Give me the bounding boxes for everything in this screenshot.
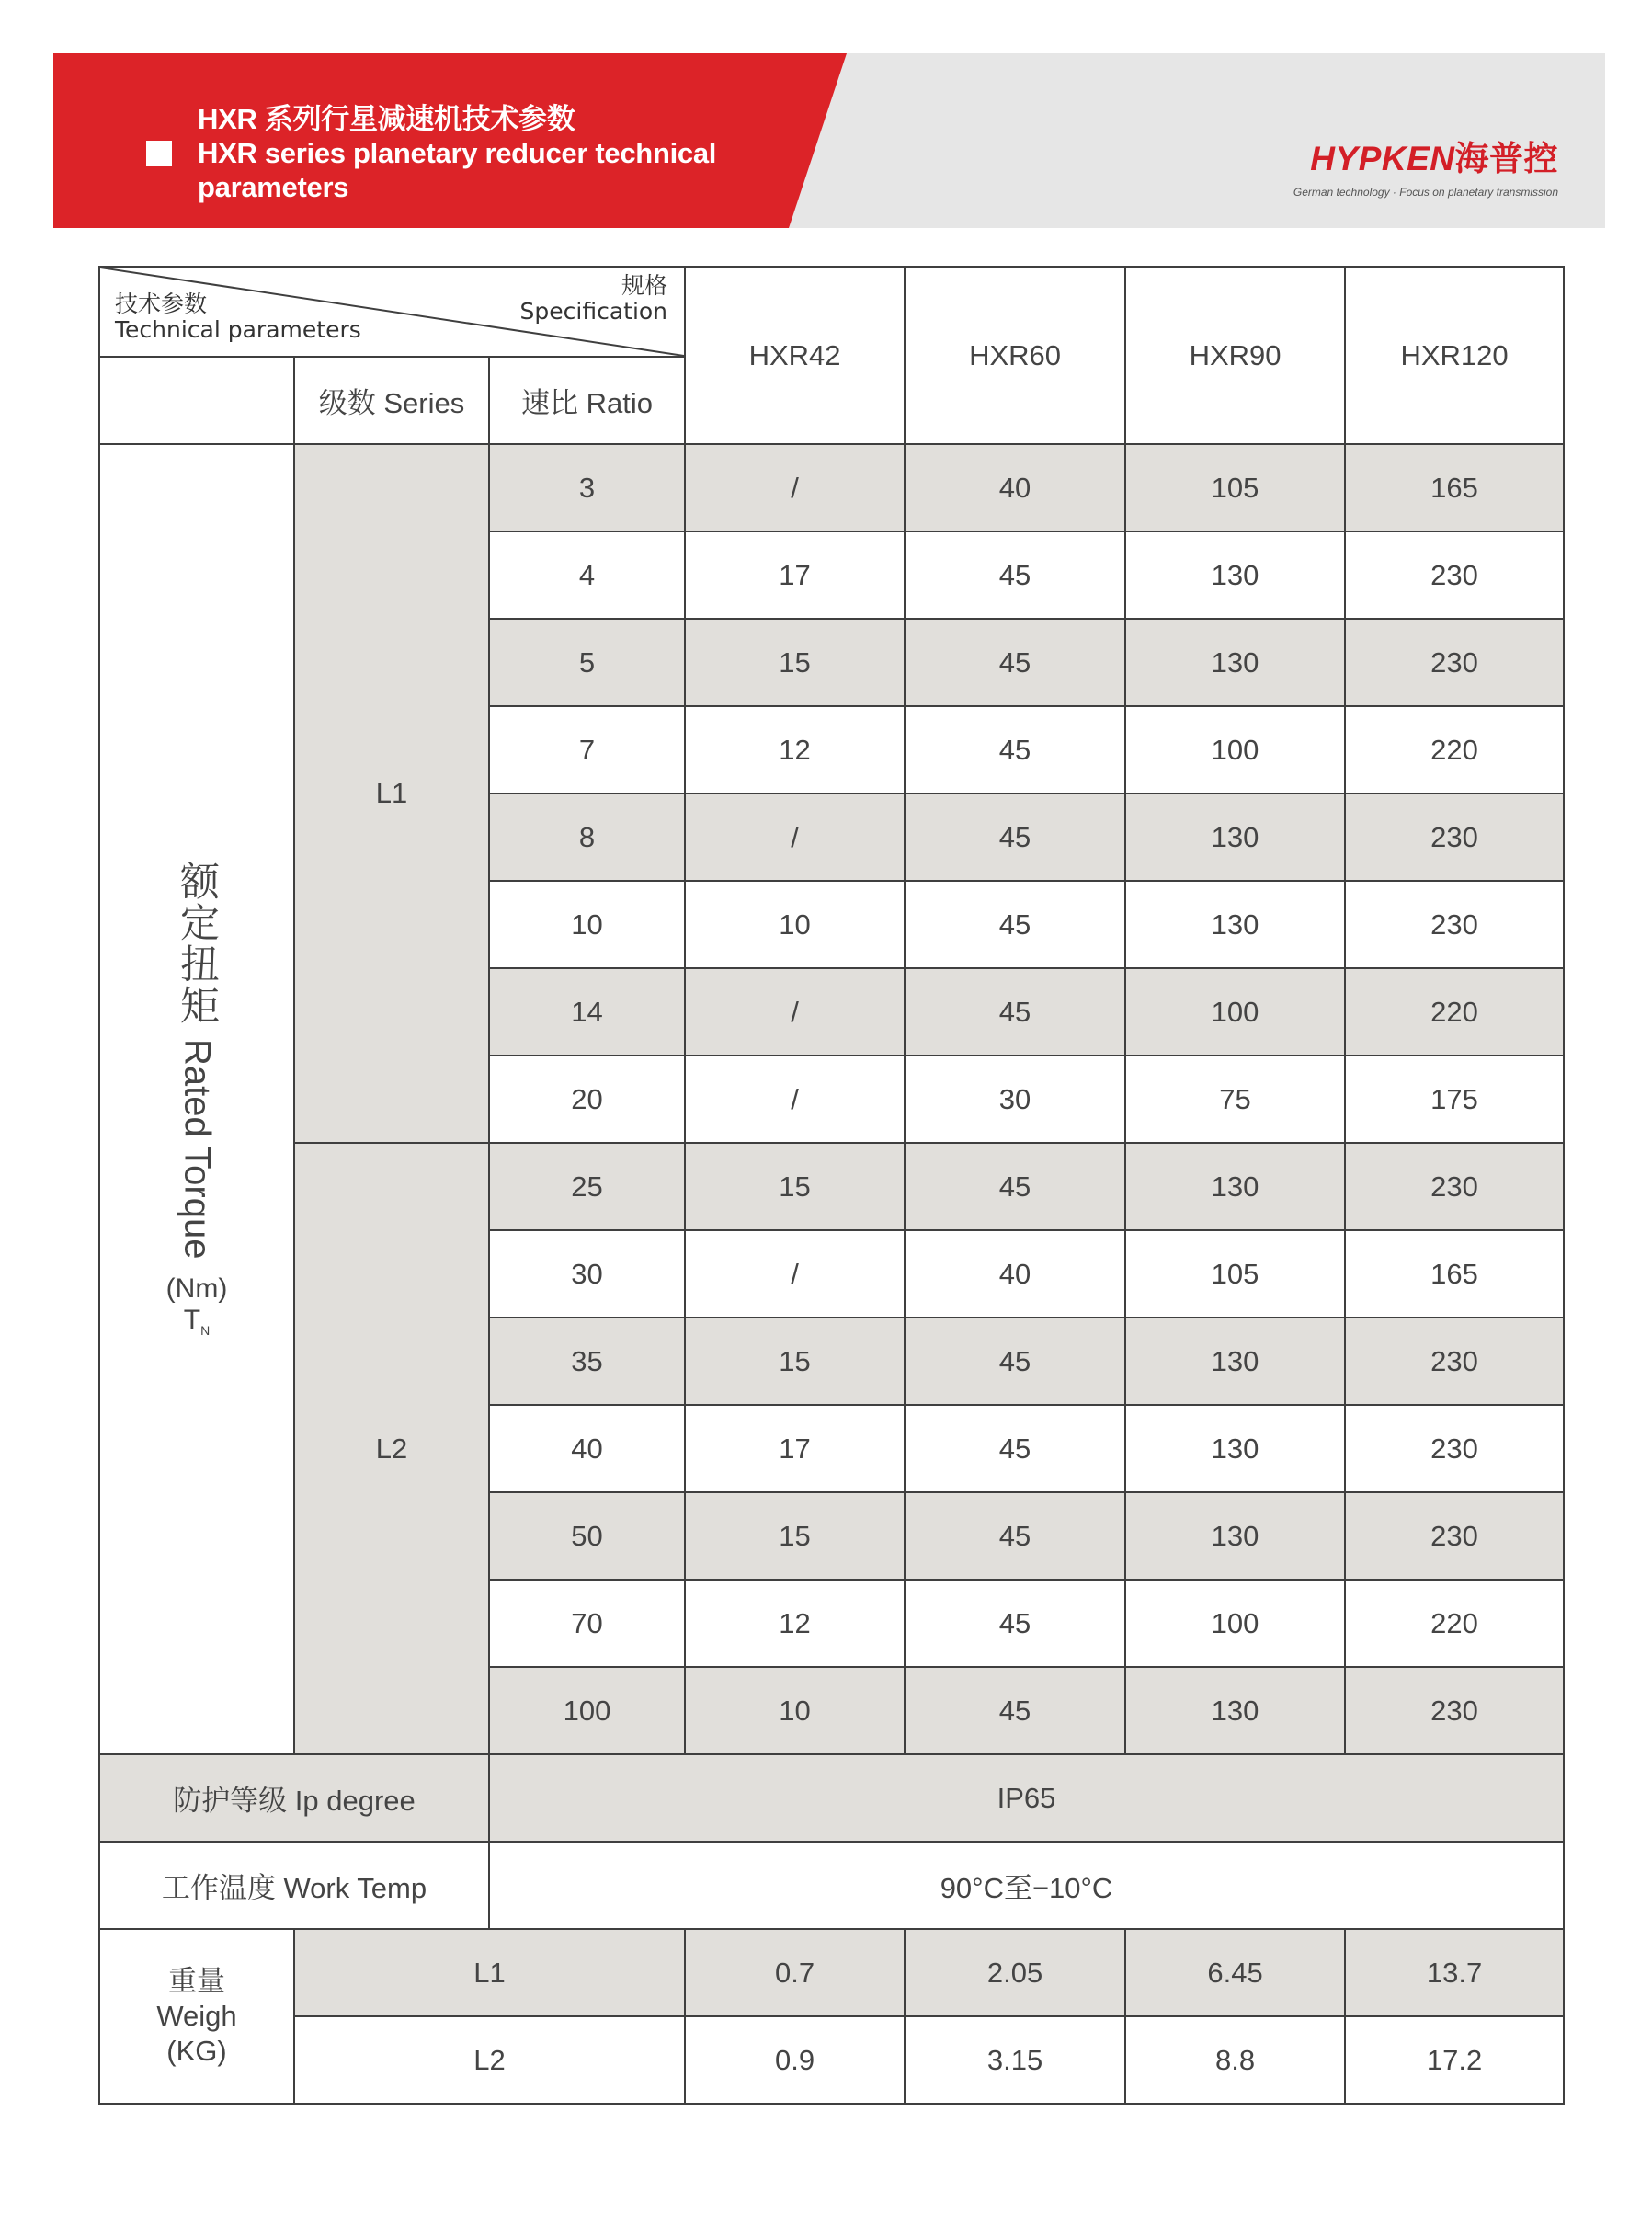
weight-series-cell: L2 [294,2016,685,2104]
torque-symbol-sub: N [200,1323,211,1339]
weight-value-cell: 13.7 [1345,1929,1564,2016]
ip-label: 防护等级 Ip degree [99,1754,489,1842]
ratio-cell: 20 [489,1056,685,1143]
value-cell: 130 [1125,1143,1345,1230]
value-cell: 12 [685,706,905,793]
ratio-cell: 10 [489,881,685,968]
value-cell: 30 [905,1056,1125,1143]
corner-cell [99,267,685,357]
corner-param-label [115,291,361,343]
value-cell: 130 [1125,1405,1345,1492]
value-cell: 130 [1125,531,1345,619]
table-row [99,444,1564,531]
value-cell: 230 [1345,531,1564,619]
value-cell: 40 [905,444,1125,531]
temp-row [99,1842,1564,1929]
value-cell: 17 [685,1405,905,1492]
value-cell: 45 [905,531,1125,619]
value-cell: 220 [1345,706,1564,793]
model-header-hxr60: HXR60 [905,267,1125,444]
header-row-1 [99,267,1564,357]
value-cell: 130 [1125,1318,1345,1405]
ratio-cell: 25 [489,1143,685,1230]
ratio-cell: 8 [489,793,685,881]
title-cn: HXR 系列行星减速机技术参数 [198,103,575,135]
value-cell: / [685,1056,905,1143]
value-cell: 100 [1125,706,1345,793]
value-cell: 12 [685,1580,905,1667]
weight-row-l1 [99,1929,1564,2016]
torque-label-cn: 额定扭矩 [175,860,219,1026]
bullet-square-icon [146,141,172,166]
value-cell: / [685,968,905,1056]
ip-row [99,1754,1564,1842]
corner-left-cn: 技术参数 [115,291,208,317]
table-row [99,1143,1564,1230]
ratio-cell: 5 [489,619,685,706]
series-header: 级数 Series [294,357,489,444]
ratio-cell: 3 [489,444,685,531]
value-cell: 130 [1125,619,1345,706]
value-cell: 100 [1125,1580,1345,1667]
value-cell: 45 [905,1667,1125,1754]
torque-symbol-main: T [183,1305,201,1336]
brand-logo [1271,131,1558,199]
value-cell: 10 [685,881,905,968]
torque-unit: (Nm) [165,1273,228,1305]
value-cell: 130 [1125,881,1345,968]
value-cell: 230 [1345,1143,1564,1230]
torque-symbol [100,1305,293,1338]
weight-value-cell: 6.45 [1125,1929,1345,2016]
header-banner [53,53,1605,228]
weight-row-l2 [99,2016,1564,2104]
ratio-cell: 7 [489,706,685,793]
ratio-header: 速比 Ratio [489,357,685,444]
ratio-cell: 35 [489,1318,685,1405]
value-cell: 75 [1125,1056,1345,1143]
corner-left-en: Technical parameters [115,316,361,343]
value-cell: 130 [1125,1667,1345,1754]
value-cell: 45 [905,1580,1125,1667]
value-cell: 45 [905,619,1125,706]
corner-right-cn: 规格 [621,272,668,299]
weight-value-cell: 3.15 [905,2016,1125,2104]
value-cell: 230 [1345,793,1564,881]
weight-value-cell: 17.2 [1345,2016,1564,2104]
value-cell: 165 [1345,444,1564,531]
series-l1-cell: L1 [294,444,489,1143]
rated-torque-label [99,444,294,1754]
value-cell: 230 [1345,1492,1564,1580]
value-cell: 130 [1125,793,1345,881]
value-cell: 15 [685,1492,905,1580]
value-cell: 15 [685,619,905,706]
title-en-line2: parameters [198,171,349,203]
weight-label [99,1929,294,2104]
weight-unit: (KG) [166,2035,227,2067]
series-l2-cell: L2 [294,1143,489,1754]
weight-label-cn: 重量 [168,1965,225,1997]
ratio-cell: 50 [489,1492,685,1580]
value-cell: 45 [905,1318,1125,1405]
title-en-line1: HXR series planetary reducer technical [198,137,717,169]
brand-name: HYPKEN [1310,140,1455,177]
value-cell: 45 [905,793,1125,881]
value-cell: 175 [1345,1056,1564,1143]
brand-wordmark [1271,131,1558,180]
value-cell: 230 [1345,619,1564,706]
torque-label-en: Rated Torque [177,1038,218,1260]
ratio-cell: 100 [489,1667,685,1754]
value-cell: 45 [905,706,1125,793]
value-cell: / [685,793,905,881]
value-cell: 230 [1345,881,1564,968]
spec-table [98,266,1565,2105]
value-cell: 45 [905,1143,1125,1230]
model-header-hxr120: HXR120 [1345,267,1564,444]
value-cell: 15 [685,1318,905,1405]
value-cell: / [685,444,905,531]
value-cell: 220 [1345,1580,1564,1667]
brand-cn: 海普控 [1454,140,1558,177]
weight-value-cell: 2.05 [905,1929,1125,2016]
brand-tagline: German technology · Focus on planetary transmission [1293,186,1558,199]
corner-spec-label [520,273,668,325]
ratio-cell: 30 [489,1230,685,1318]
temp-value: 90°C至−10°C [489,1842,1564,1929]
value-cell: 45 [905,968,1125,1056]
value-cell: 45 [905,1405,1125,1492]
value-cell: 17 [685,531,905,619]
weight-value-cell: 0.7 [685,1929,905,2016]
value-cell: 40 [905,1230,1125,1318]
weight-value-cell: 0.9 [685,2016,905,2104]
value-cell: / [685,1230,905,1318]
value-cell: 105 [1125,444,1345,531]
weight-series-cell: L1 [294,1929,685,2016]
blank-header-cell [99,357,294,444]
value-cell: 100 [1125,968,1345,1056]
page-title [198,102,716,204]
value-cell: 165 [1345,1230,1564,1318]
value-cell: 45 [905,881,1125,968]
weight-value-cell: 8.8 [1125,2016,1345,2104]
ratio-cell: 70 [489,1580,685,1667]
value-cell: 130 [1125,1492,1345,1580]
temp-label: 工作温度 Work Temp [99,1842,489,1929]
ratio-cell: 4 [489,531,685,619]
value-cell: 45 [905,1492,1125,1580]
value-cell: 15 [685,1143,905,1230]
weight-label-en: Weigh [156,2000,237,2032]
model-header-hxr42: HXR42 [685,267,905,444]
corner-right-en: Specification [519,298,668,325]
value-cell: 10 [685,1667,905,1754]
value-cell: 230 [1345,1318,1564,1405]
ratio-cell: 40 [489,1405,685,1492]
value-cell: 105 [1125,1230,1345,1318]
model-header-hxr90: HXR90 [1125,267,1345,444]
value-cell: 230 [1345,1667,1564,1754]
value-cell: 220 [1345,968,1564,1056]
value-cell: 230 [1345,1405,1564,1492]
ratio-cell: 14 [489,968,685,1056]
ip-value: IP65 [489,1754,1564,1842]
